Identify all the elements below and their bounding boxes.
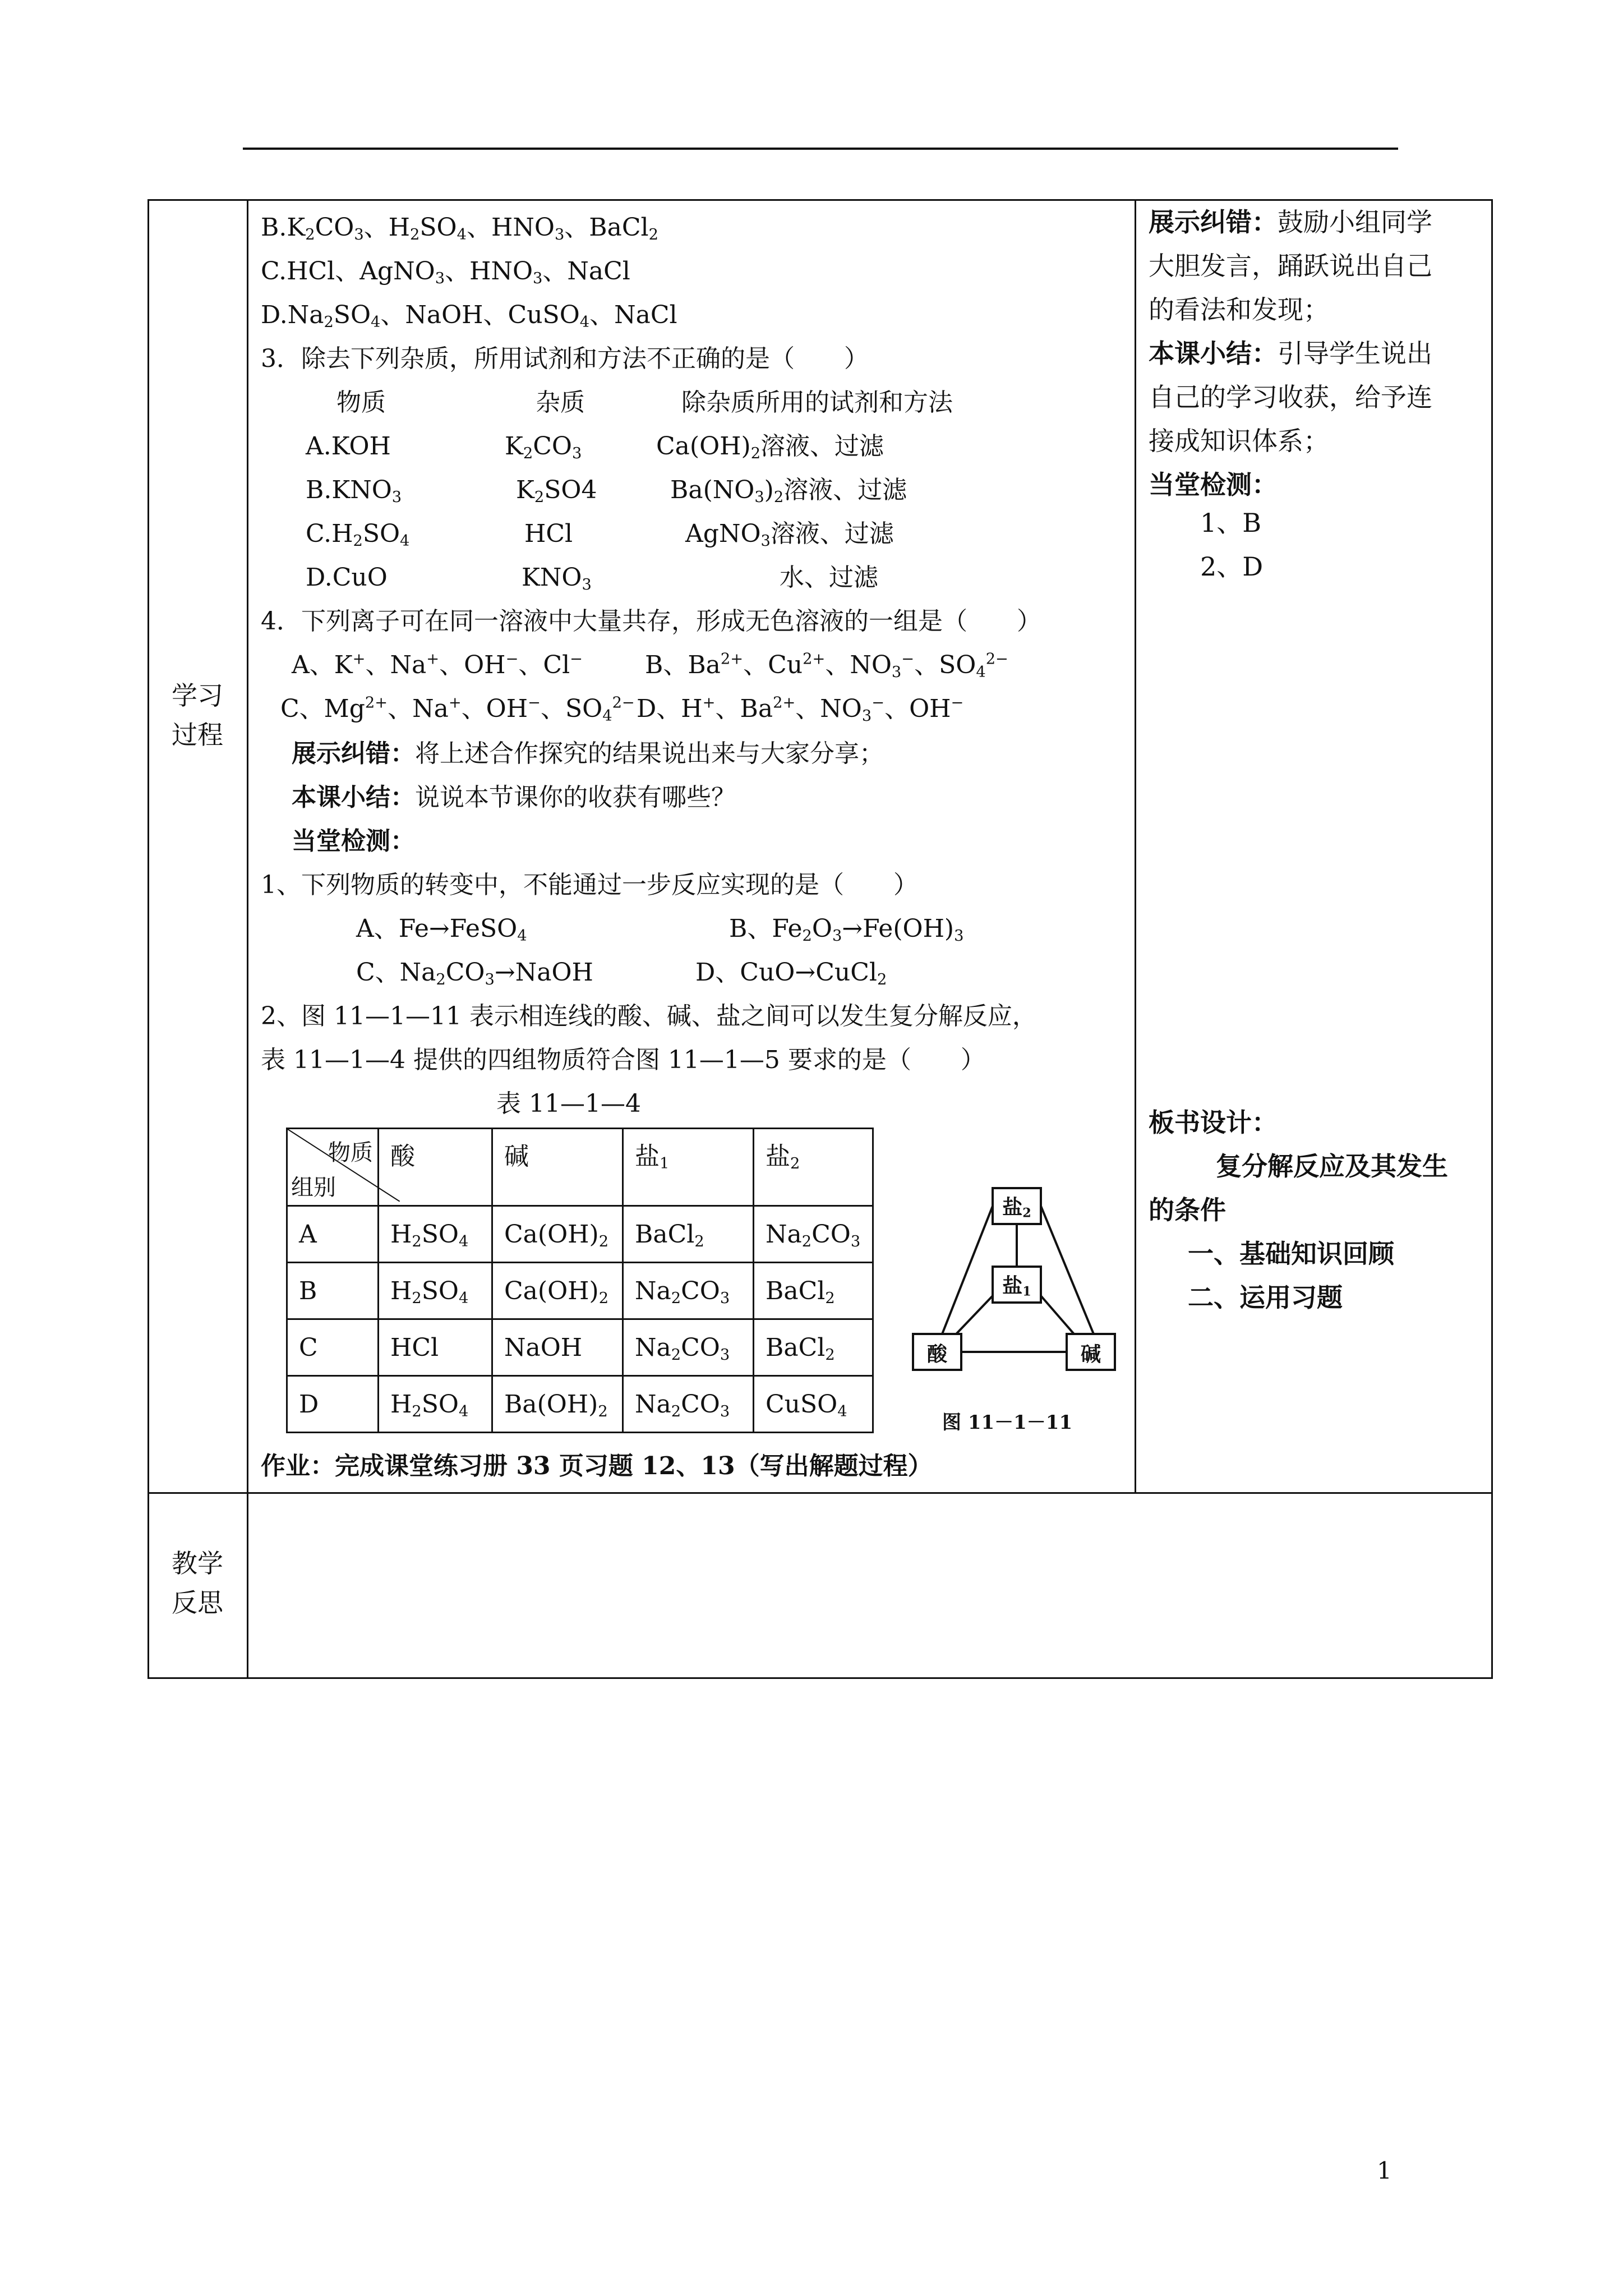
table-cell: $H_2SO_4$ [379,1206,492,1263]
q4-option-b: B、$Ba^{2+}$、$Cu^{2+}$、$NO_3^-$、$SO_4^{2-}$ [645,650,1008,681]
group-table-header-acid: 酸 [379,1129,492,1206]
q4-option-d: D、H+、$Ba^{2+}$、$NO_3^-$、OH− [637,694,964,725]
right-line-7: 当堂检测： [1149,470,1278,500]
group-table [286,1128,874,1433]
table-row [287,1376,873,1433]
table-cell: $Ba(OH)_2$ [492,1376,623,1433]
right-line-6: 接成知识体系； [1149,426,1329,456]
option-b: $B.K_2CO_3$、$H_2SO_4$、$HNO_3$、BaCl$_2$ [261,213,658,243]
option-c: C.HCl、AgNO$_3$、$HNO_3$、NaCl [261,257,630,287]
table-cell: BaCl$_2$ [623,1206,754,1263]
q4-option-a: A、K+、Na+、OH−、Cl− [292,650,583,679]
corner-label-bottom: 组别 [291,1175,336,1200]
q3-header-substance: 物质 [336,388,386,417]
group-table-header-salt1: 盐$_1$ [623,1129,754,1206]
table-row [287,1319,873,1376]
group-table-corner [287,1129,379,1206]
node-base: 碱 [1080,1342,1101,1366]
question-4-stem: 4．下列离子可在同一溶液中大量共存，形成无色溶液的一组是（ ） [261,607,1041,636]
figure-caption: 图 11－1－11 [942,1411,1073,1434]
table-cell: BaCl$_2$ [754,1319,873,1376]
check-1-option-b: B、$Fe_2O_3\to Fe(OH)_3$ [729,914,964,945]
q3-header-impurity: 杂质 [536,388,585,417]
table-cell: $H_2SO_4$ [379,1263,492,1319]
board-title-line-1: 复分解反应及其发生 [1216,1151,1448,1181]
q3-row-b-impurity: $K_2SO4$ [516,476,597,506]
corner-label-top: 物质 [328,1140,373,1166]
table-cell: $Ca(OH)_2$ [492,1206,623,1263]
q3-row-a-impurity: $K_2CO_3$ [505,432,582,462]
board-title-line-2: 的条件 [1149,1195,1226,1225]
right-line-4: 本课小结：引导学生说出 [1149,338,1432,369]
check-2-line-1: 2、图 11—1—11 表示相连线的酸、碱、盐之间可以发生复分解反应， [261,1002,1037,1030]
check-1-option-a: A、Fe→FeSO$_4$ [356,914,527,945]
table-cell: HCl [379,1319,492,1376]
table-cell: $Na_2CO_3$ [754,1206,873,1263]
label-learning-process: 学习 过程 [172,680,223,750]
table-cell-group: B [287,1263,379,1319]
right-line-2: 大胆发言，踊跃说出自己 [1149,251,1432,281]
q3-row-a-method: $Ca(OH)_2$溶液、过滤 [656,432,884,462]
node-salt2: 盐$_2$ [1002,1195,1031,1221]
question-3-stem: 3．除去下列杂质，所用试剂和方法不正确的是（ ） [261,344,869,373]
table-divider-left [247,199,248,1677]
group-table-header-base: 碱 [492,1129,623,1206]
check-1-option-d: D、CuO→CuCl$_2$ [695,958,887,988]
table-cell: $H_2SO_4$ [379,1376,492,1433]
right-line-3: 的看法和发现； [1149,295,1329,325]
reaction-diagram [886,1184,1122,1447]
option-d: $D.Na_2SO_4$、NaOH、CuSO$_4$、NaCl [261,301,677,331]
table-divider-right [1135,199,1136,1493]
show-and-correct: 展示纠错：将上述合作探究的结果说出来与大家分享； [292,739,884,768]
table-cell: NaOH [492,1319,623,1376]
homework: 作业：完成课堂练习册 33 页习题 12、13（写出解题过程） [261,1452,933,1480]
answer-2: 2、D [1200,551,1264,582]
node-salt1: 盐$_1$ [1002,1274,1031,1299]
table-cell: BaCl$_2$ [754,1263,873,1319]
q3-row-d-method: 水、过滤 [780,563,878,592]
q3-header-method: 除杂质所用的试剂和方法 [681,388,953,417]
table-cell-group: A [287,1206,379,1263]
group-table-header-salt2: 盐$_2$ [754,1129,873,1206]
right-line-1: 展示纠错：鼓励小组同学 [1149,207,1432,237]
board-item-2: 二、运用习题 [1188,1282,1343,1313]
node-acid: 酸 [926,1342,947,1366]
table-cell-group: C [287,1319,379,1376]
table-cell: $Na_2CO_3$ [623,1263,754,1319]
table-cell: $Ca(OH)_2$ [492,1263,623,1319]
q3-row-b-method: $Ba(NO_3)_2$溶液、过滤 [670,476,907,506]
table-cell: $Na_2CO_3$ [623,1319,754,1376]
lesson-summary: 本课小结：说说本节课你的收获有哪些？ [292,783,736,812]
board-design-heading: 板书设计： [1149,1107,1278,1138]
group-table-header-row [287,1129,873,1206]
answer-1: 1、B [1200,508,1262,538]
header-rule [243,148,1398,150]
page-number: 1 [1377,2157,1392,2184]
q3-row-b-substance: $B.KNO_3$ [306,476,402,506]
q3-row-c-impurity: HCl [524,519,573,548]
board-item-1: 一、基础知识回顾 [1188,1239,1394,1269]
q3-row-a-substance: A.KOH [306,432,391,461]
q3-row-c-method: AgNO$_3$溶液、过滤 [685,519,894,550]
table-caption: 表 11—1—4 [496,1089,641,1118]
table-cell-group: D [287,1376,379,1433]
check-2-line-2: 表 11—1—4 提供的四组物质符合图 11—1—5 要求的是（ ） [261,1046,985,1074]
table-row [287,1206,873,1263]
label-teaching-reflection: 教学 反思 [172,1548,223,1618]
check-1-stem: 1、下列物质的转变中，不能通过一步反应实现的是（ ） [261,871,918,899]
table-cell: $Na_2CO_3$ [623,1376,754,1433]
q4-option-c: C、$Mg^{2+}$、Na+、OH−、$SO_4^{2-}$ [280,694,635,725]
q3-row-d-impurity: $KNO_3$ [522,563,592,593]
table-row [287,1263,873,1319]
q3-row-d-substance: D.CuO [306,563,388,592]
check-1-option-c: C、$Na_2CO_3\to NaOH$ [356,958,593,988]
q3-row-c-substance: $C.H_2SO_4$ [306,519,410,550]
right-line-5: 自己的学习收获，给予连 [1149,382,1432,412]
in-class-check-heading: 当堂检测： [292,827,415,855]
table-row-divider [147,1492,1491,1494]
table-cell: CuSO$_4$ [754,1376,873,1433]
